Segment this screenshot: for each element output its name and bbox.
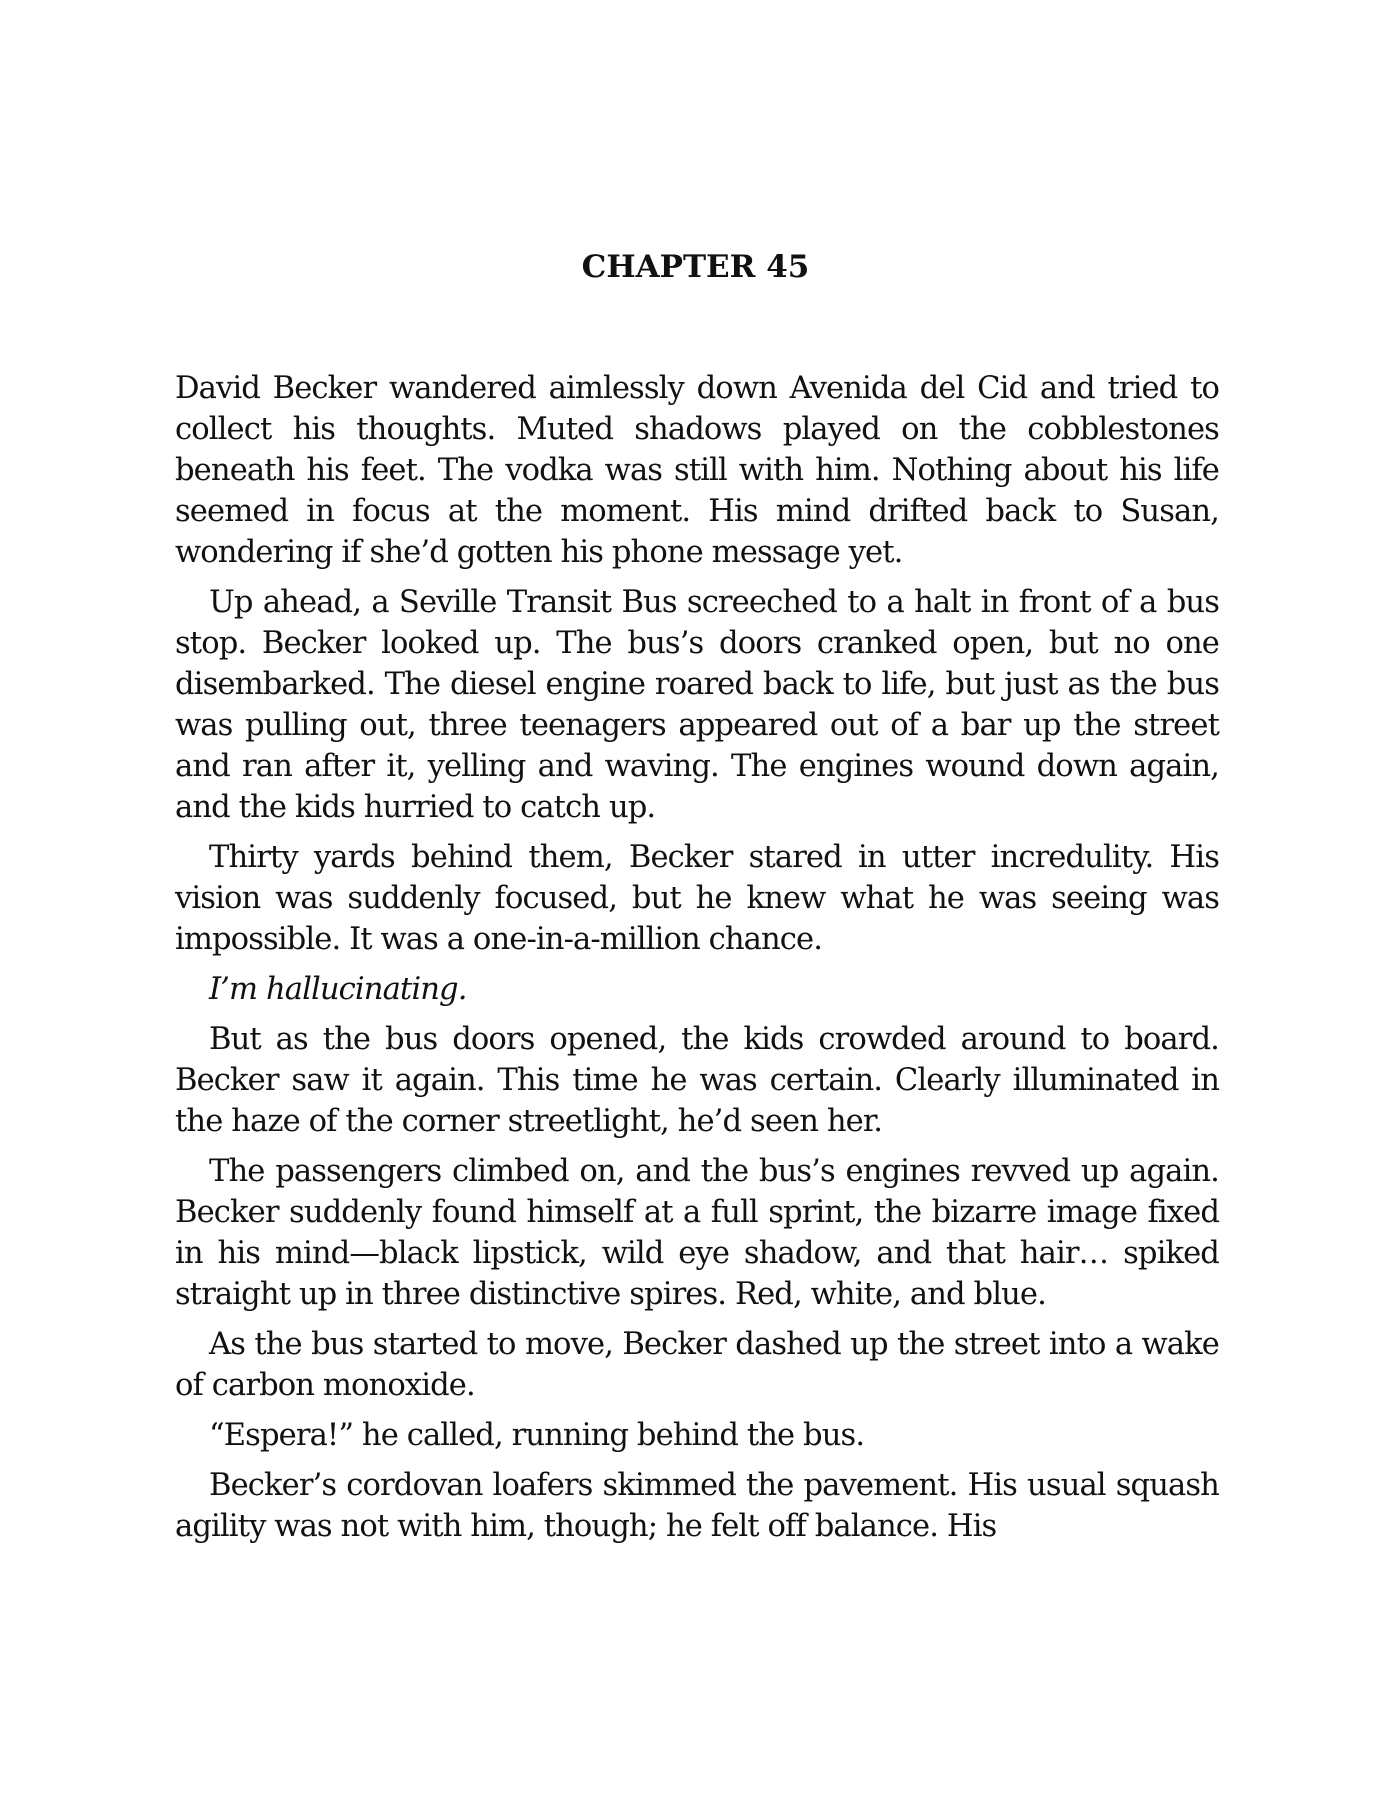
paragraph: Thirty yards behind them, Becker stared in utter incredulity. His vision was suddenly focused, but he knew what he was seeing was impossible. It was a one-in-a-million chance.: [175, 840, 1219, 957]
paragraph: But as the bus doors opened, the kids crowded around to board. Becker saw it again. This time he was certain. Clearly illuminated in the haze of the corner streetlight, he’d seen her.: [175, 1022, 1219, 1139]
paragraph: The passengers climbed on, and the bus’s engines revved up again. Becker suddenly found himself at a full sprint, the bizarre image fixed in his mind—black lipstick, wild eye shadow, and that hair… spiked straight up in three distinctive spires. Red, white, and blue.: [175, 1154, 1219, 1312]
paragraph-italic-thought: I’m hallucinating.: [209, 972, 467, 1007]
paragraph: Becker’s cordovan loafers skimmed the pavement. His usual squash agility was not with him, though; he felt off balance. His: [175, 1468, 1219, 1544]
paragraph: Up ahead, a Seville Transit Bus screeched to a halt in front of a bus stop. Becker looked up. The bus’s doors cranked open, but no one disembarked. The diesel engine roared back to life, but just as the bus was pulling out, three teenagers appeared out of a bar up the street and ran after it, yelling and waving. The engines wound down again, and the kids hurried to catch up.: [175, 585, 1219, 825]
paragraph: David Becker wandered aimlessly down Avenida del Cid and tried to collect his thoughts. Muted shadows played on the cobblestones beneath his feet. The vodka was still with him. Nothing about his life seemed in focus at the moment. His mind drifted back to Susan, wondering if she’d gotten his phone message yet.: [175, 371, 1219, 570]
chapter-body: [175, 368, 1219, 1556]
chapter-title: CHAPTER 45: [581, 249, 810, 285]
paragraph: As the bus started to move, Becker dashed up the street into a wake of carbon monoxide.: [175, 1327, 1219, 1403]
paragraph: “Espera!” he called, running behind the bus.: [209, 1418, 865, 1453]
